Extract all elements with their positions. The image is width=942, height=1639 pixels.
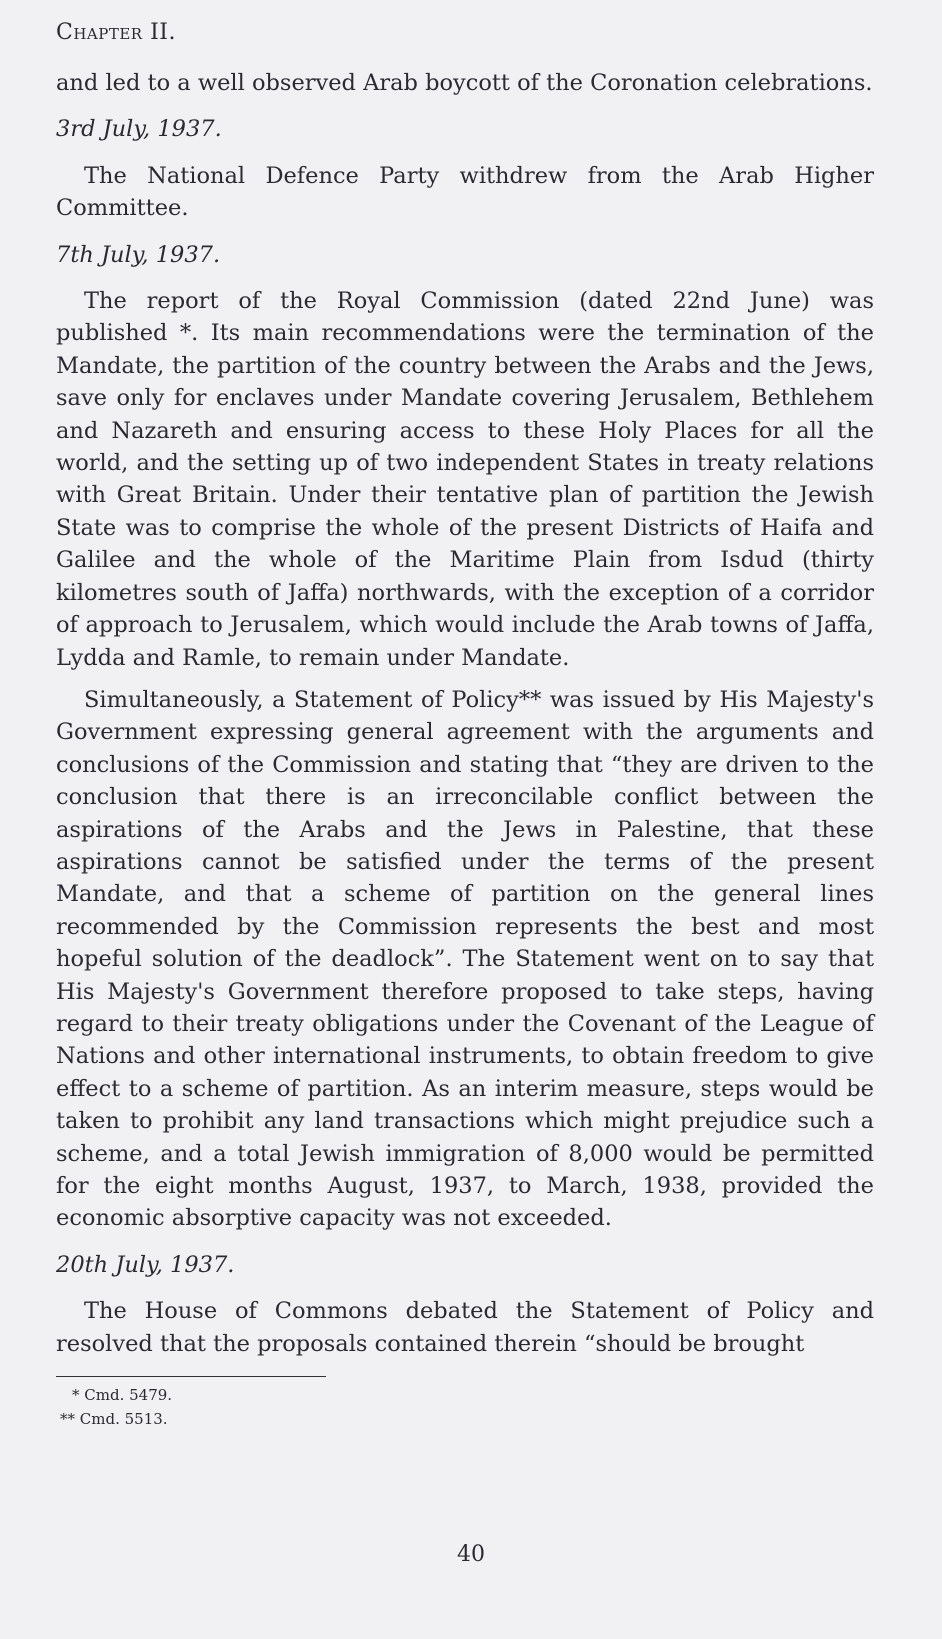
date-heading: 20th July, 1937. (56, 1251, 235, 1278)
footnote-rule (56, 1376, 326, 1377)
paragraph-house-of-commons: The House of Commons debated the Statement of Policy and resolved that the proposals contained therein “should be brought (56, 1298, 874, 1357)
date-heading: 7th July, 1937. (56, 241, 221, 268)
footnote: * Cmd. 5479. (72, 1386, 173, 1405)
date-heading: 3rd July, 1937. (56, 116, 222, 143)
paragraph-coronation: and led to a well observed Arab boycott of the Coronation celebrations. (56, 70, 873, 96)
footnote: ** Cmd. 5513. (60, 1410, 168, 1429)
paragraph-statement-of-policy: Simultaneously, a Statement of Policy** was issued by His Majesty's Government expressing general agreement with the arguments and conclusions of the Commission and stating that “they are driven to the conclusion that there is an irreconcilable conflict between the aspirations of the Arabs and the Jews in Palestine, that these aspirations cannot be satisfied under the terms of the present Mandate, and that a scheme of partition on the general lines recommended by the Commission represents the best and most hopeful solution of the deadlock”. The Statement went on to say that His Majesty's Government therefore proposed to take steps, having regard to their treaty obligations under the Covenant of the League of Nations and other international instruments, to obtain freedom to give effect to a scheme of partition. As an interim measure, steps would be taken to prohibit any land transactions which might prejudice such a scheme, and a total Jewish immigration of 8,000 would be permitted for the eight months August, 1937, to March, 1938, provided the economic absorptive capacity was not exceeded. (56, 686, 874, 1232)
paragraph-national-defence: The National Defence Party withdrew from the Arab Higher Committee. (56, 162, 874, 222)
running-head: Chapter II. (56, 20, 176, 45)
document-page (56, 20, 874, 1431)
body-text (56, 67, 874, 1360)
paragraph-royal-commission: The report of the Royal Commission (dated 22nd June) was published *. Its main recommendations were the termination of the Mandate, the partition of the country between the Arabs and the Jews, save only for enclaves under Mandate covering Jerusalem, Bethlehem and Nazareth and ensuring access to these Holy Places for all the world, and the setting up of two independent States in treaty relations with Great Britain. Under their tentative plan of partition the Jewish State was to comprise the whole of the present Districts of Haifa and Galilee and the whole of the Maritime Plain from Isdud (thirty kilometres south of Jaffa) northwards, with the exception of a corridor of approach to Jerusalem, which would include the Arab towns of Jaffa, Lydda and Ramle, to remain under Mandate. (56, 288, 874, 671)
page-number: 40 (457, 1542, 485, 1567)
